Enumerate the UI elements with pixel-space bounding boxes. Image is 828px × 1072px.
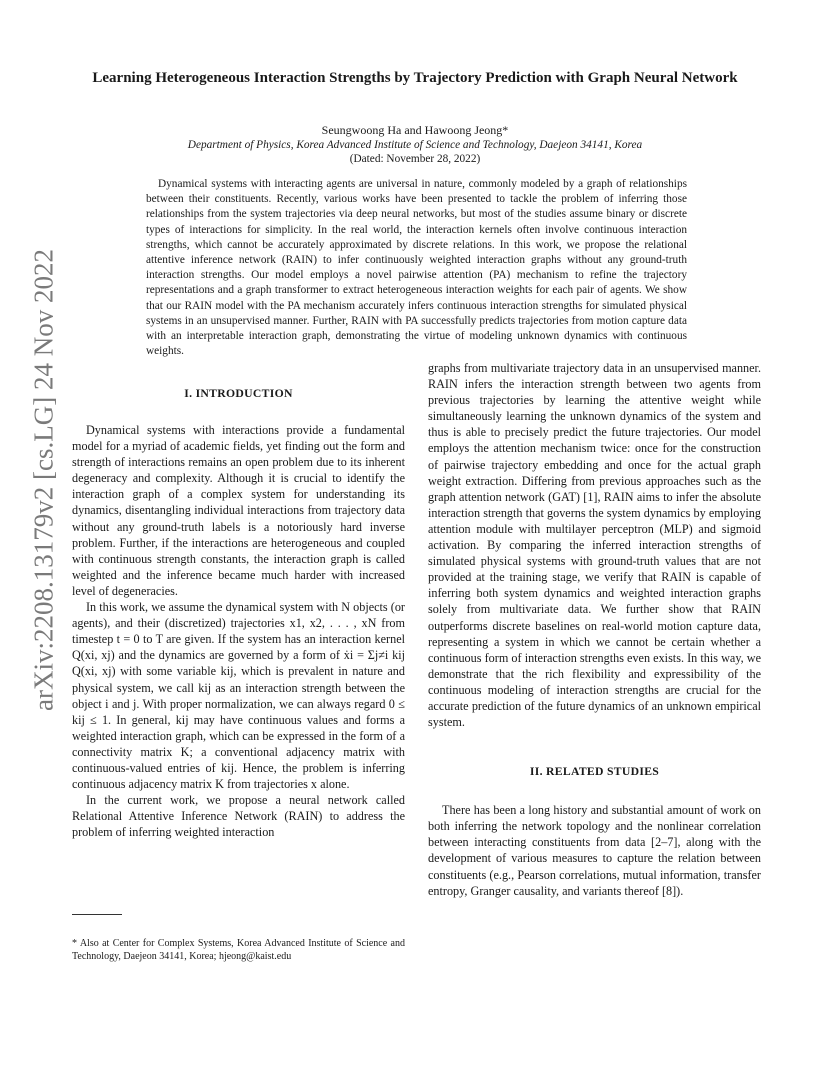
affiliation: Department of Physics, Korea Advanced Institute of Science and Technology, Daejeon 34141, Korea	[187, 139, 643, 151]
section-heading-introduction: I. INTRODUCTION	[184, 387, 293, 400]
footnote: * Also at Center for Complex Systems, Korea Advanced Institute of Science and Technology, Daejeon 34141, Korea; hjeong@kaist.edu	[72, 938, 405, 963]
intro-paragraph-3-continued: graphs from multivariate trajectory data in an unsupervised manner. RAIN infers the interaction strength between two agents from previous trajectories by learning the attentive weight while simultaneously learning the unknown dynamics of the system and thus is able to precisely predict the future trajectories. Our model employs the attention mechanism twice: once for the construction of pairwise trajectory embedding and once for the actual graph weight extraction. Differing from previous approaches such as the graph attention network (GAT) [1], RAIN aims to infer the absolute interaction strength that governs the system dynamics by employing attention module with multilayer perceptron (MLP) and sigmoid activation. By comparing the inferred interaction strengths of simulated physical systems with ground-truth values that are not provided at the training stage, we verify that RAIN is capable of inferring both system dynamics and weighted interaction graphs solely from multivariate data. We further show that RAIN outperforms discrete baselines on real-world motion capture data, representing a system in which we cannot be certain whether a continuous form of interaction strengths even exists. In this way, we demonstrate that the rich flexibility and expressibility of the continuous modeling of interaction strengths are crucial for the accurate prediction of the future dynamics of an unknown empirical system.	[428, 361, 761, 730]
intro-paragraph-1: Dynamical systems with interactions provide a fundamental model for a myriad of academic fields, yet finding out the form and strength of interactions remains an open problem due to its inherent degeneracy and complexity. Although it is crucial to identify the interaction graph of a complex system for understanding its dynamics, disentangling individual interactions from trajectory data without any ground-truth labels is a notoriously hard inverse problem. Further, if the interactions are heterogeneous and coupled with continuous strength constants, the interaction graph is called weighted and the inference became much harder with increased level of degeneracies.	[72, 423, 405, 598]
intro-paragraph-3: In the current work, we propose a neural network called Relational Attentive Inference Network (RAIN) to address the problem of inferring weighted interaction	[72, 793, 405, 840]
intro-paragraph-2: In this work, we assume the dynamical system with N objects (or agents), and their (discretized) trajectories x1, x2, . . . , xN from timestep t = 0 to T are given. If the system has an interaction kernel Q(xi, xj) and the dynamics are governed by a form of ẋi = Σj≠i kij Q(xi, xj) with some variable kij, which is prevalent in nature and physical system, we call kij as an interaction strength between the object i and j. With proper normalization, we can always regard 0 ≤ kij ≤ 1. In general, kij may have continuous values and forms a weighted interaction graph, which can be expressed in the form of a connectivity matrix K; a conventional adjacency matrix with continuous-valued entries of kij. Hence, the problem is inferring continuous adjacency matrix K from trajectories x alone.	[72, 600, 405, 792]
left-column	[72, 386, 405, 840]
abstract: Dynamical systems with interacting agents are universal in nature, commonly modeled by a graph of relationships between their constituents. Recently, various works have been presented to tackle the problem of inferring those relationships from the system trajectories via deep neural networks, but most of the studies assume binary or discrete types of interactions for simplicity. In the real world, the interaction kernels often involve continuous interaction strengths, which cannot be accurately approximated by discrete relations. In this work, we propose the relational attentive inference network (RAIN) to infer continuously weighted interaction graphs without any ground-truth interaction strengths. Our model employs a novel pairwise attention (PA) mechanism to refine the trajectory representations and a graph transformer to extract heterogeneous interaction weights for each pair of agents. We show that our RAIN model with the PA mechanism accurately infers continuous interaction strengths for simulated physical systems in an unsupervised manner. Further, RAIN with PA successfully predicts trajectories from motion capture data with an interpretable interaction graph, demonstrating the virtue of modeling unknown dynamics with continuous weights.	[146, 178, 687, 358]
arxiv-identifier-text: arXiv:2208.13179v2 [cs.LG] 24 Nov 2022	[28, 249, 59, 711]
arxiv-identifier-stamp	[14, 249, 74, 711]
paper-title: Learning Heterogeneous Interaction Strengths by Trajectory Prediction with Graph Neural Network	[92, 70, 738, 86]
right-column	[428, 360, 761, 899]
date-line: (Dated: November 28, 2022)	[349, 153, 481, 165]
authors: Seungwoong Ha and Hawoong Jeong*	[321, 123, 509, 137]
footnote-rule	[72, 914, 122, 915]
related-paragraph-1: There has been a long history and substantial amount of work on both inferring the network topology and the nonlinear correlation between interacting constituents from data [2–7], along with the development of various measures to capture the relation between constituents (e.g., Pearson correlations, mutual information, transfer entropy, Granger causality, and variants thereof [8]).	[428, 803, 761, 898]
section-heading-related-studies: II. RELATED STUDIES	[529, 765, 660, 779]
